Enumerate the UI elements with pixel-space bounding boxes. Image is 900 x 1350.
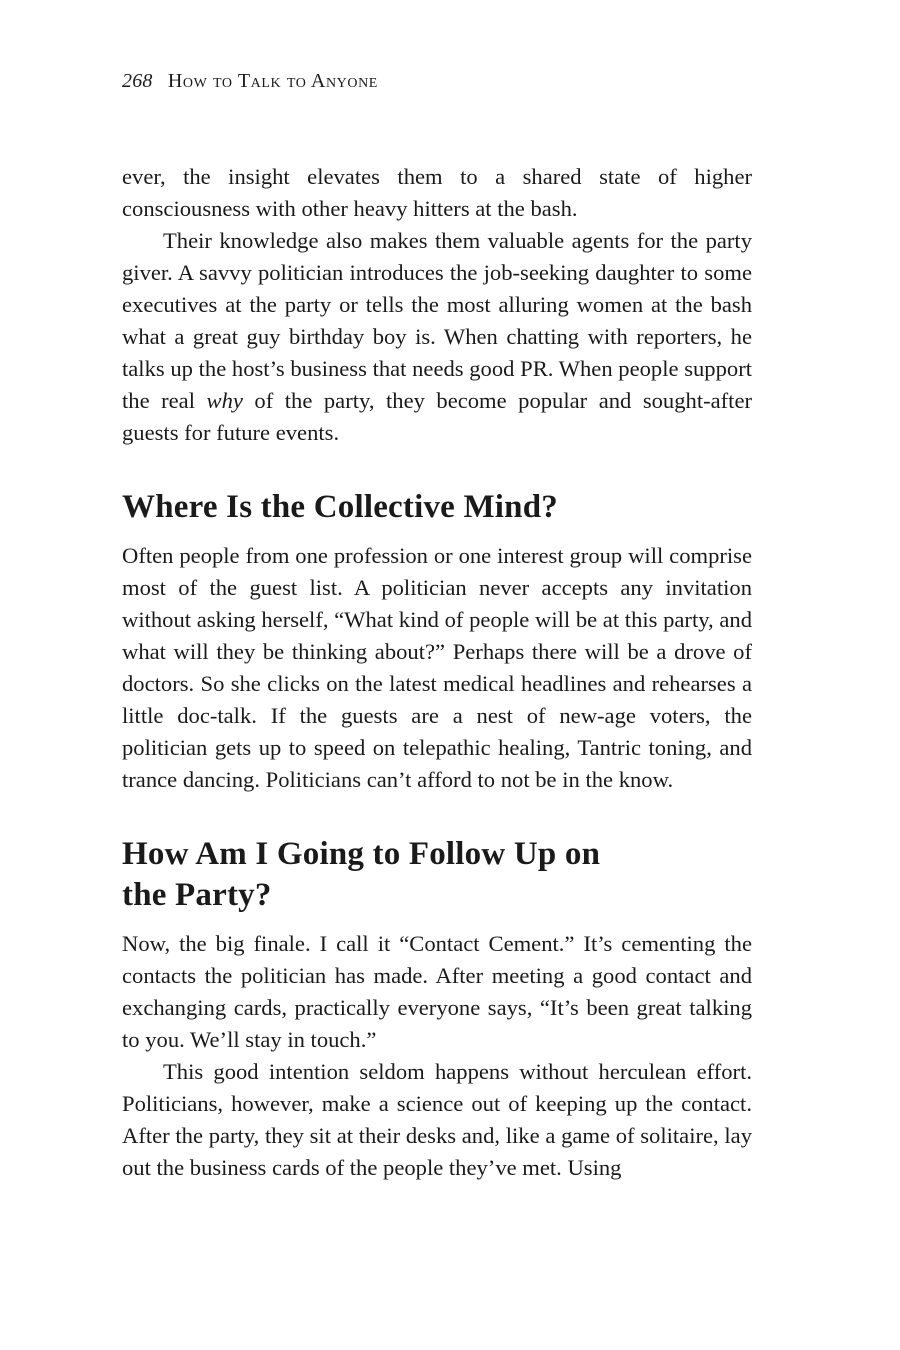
emphasis-word: why [206,388,243,413]
section-heading-collective-mind: Where Is the Collective Mind? [122,489,558,525]
paragraph-collective-mind: Often people from one profession or one interest group will comprise most of the guest list. A politician never accepts any invitation without asking herself, “What kind of people will be at this party, and what will they be thinking about?” Perhaps there will be a drove of doctors. So she clicks on the latest medical headlines and rehearses a little doc-talk. If the guests are a nest of new-age voters, the politician gets up to speed on telepathic healing, Tantric toning, and trance dancing. Politicians can’t afford to not be in the know. [122,543,752,792]
paragraph-party-giver [122,225,752,449]
paragraph-text: of the party, they become popular and sought-after guests for future events. [122,388,752,445]
running-head [122,70,378,93]
book-title: How to Talk to Anyone [167,70,378,92]
paragraph-text: Their knowledge also makes them valuable agents for the party giver. A savvy politician introduces the job-seeking daughter to some executives at the party or tells the most alluring women at the bash what a great guy birthday boy is. When chatting with reporters, he talks up the host’s business that needs good PR. When people support the real [122,228,752,413]
page-number: 268 [122,70,153,92]
page-body [122,161,752,1184]
paragraph-contact-cement: Now, the big finale. I call it “Contact Cement.” It’s cementing the contacts the politician has made. After meeting a good contact and exchanging cards, practically everyone says, “It’s been great talking to you. We’ll stay in touch.” [122,931,752,1052]
paragraph-keeping-contact: This good intention seldom happens without herculean effort. Politicians, however, make a science out of keeping up the contact. After the party, they sit at their desks and, like a game of solitaire, lay out the business cards of the people they’ve met. Using [122,1059,752,1180]
continued-paragraph: ever, the insight elevates them to a shared state of higher consciousness with other heavy hitters at the bash. [122,164,752,221]
section-heading-follow-up: How Am I Going to Follow Up on the Party? [122,836,601,913]
